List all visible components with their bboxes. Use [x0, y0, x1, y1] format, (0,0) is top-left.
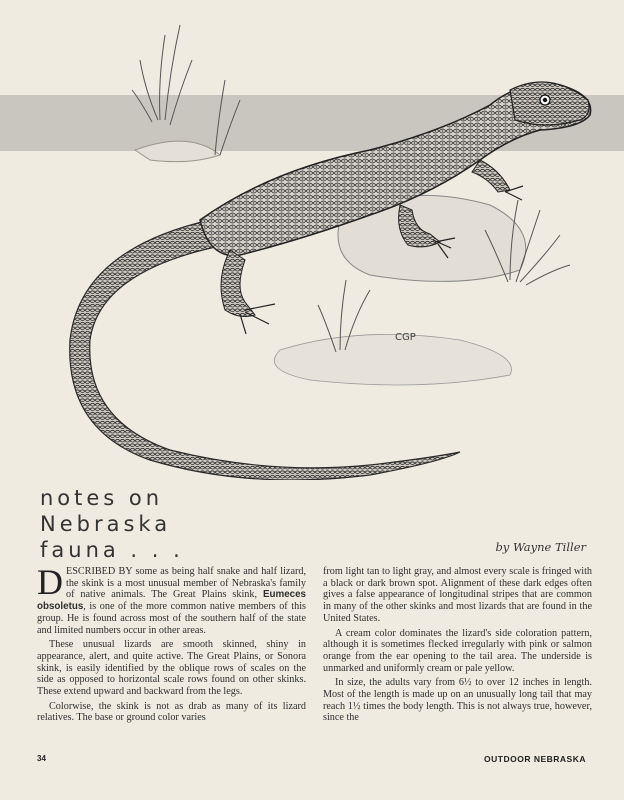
- species-name: Eumeces obsoletus: [37, 589, 306, 613]
- drop-cap: D: [37, 566, 63, 602]
- paragraph-text: , is one of the more common native members of this group. He is found across most of the southern half of the state and limited numbers occur in other areas.: [37, 601, 306, 636]
- article-body: [37, 566, 592, 748]
- paragraph: A cream color dominates the lizard's side coloration pattern, although it is sometimes flecked irregularly with pink or salmon orange from the ear opening to the tail area. The underside is unmarked and uniformly cream or pale yellow.: [323, 627, 592, 674]
- paragraph: In size, the adults vary from 6½ to over 12 inches in length. Most of the length is made up on an unusually long tail that may reach 1½ times the body length. This is not always true, however, since the: [323, 677, 592, 724]
- paragraph: from light tan to light gray, and almost every scale is fringed with a black or dark brown spot. Alignment of these dark edges often gives a false appearance of longitudinal stripes that are common in many of the other skinks and most lizards that are found in the United States.: [323, 566, 592, 624]
- column-right: [323, 566, 592, 748]
- article-title: [40, 485, 184, 563]
- column-left: [37, 566, 306, 748]
- artist-signature: CGP: [395, 332, 416, 343]
- paragraph: These unusual lizards are smooth skinned, shiny in appearance, alert, and quite active. The Great Plains, or Sonora skink, is easily identified by the oblique rows of scales on the side as opposed to horizontal scale rows found on other skinks. These extend upward and backward from the legs.: [37, 639, 306, 698]
- title-line: Nebraska: [40, 512, 172, 536]
- paragraph: Colorwise, the skink is not as drab as many of its lizard relatives. The base or ground color varies: [37, 700, 306, 724]
- skink-illustration: [40, 20, 600, 480]
- article-byline: by Wayne Tiller: [495, 540, 586, 554]
- page-number: 34: [37, 754, 46, 763]
- paragraph: [37, 566, 306, 636]
- magazine-name: OUTDOOR NEBRASKA: [484, 754, 586, 764]
- paragraph-text: ESCRIBED BY some as being half snake and half lizard, the skink is a most unusual member of Nebraska's family of native animals. The Great Plains skink,: [66, 566, 306, 601]
- title-line: notes on: [40, 486, 164, 510]
- title-line: fauna . . .: [40, 538, 184, 562]
